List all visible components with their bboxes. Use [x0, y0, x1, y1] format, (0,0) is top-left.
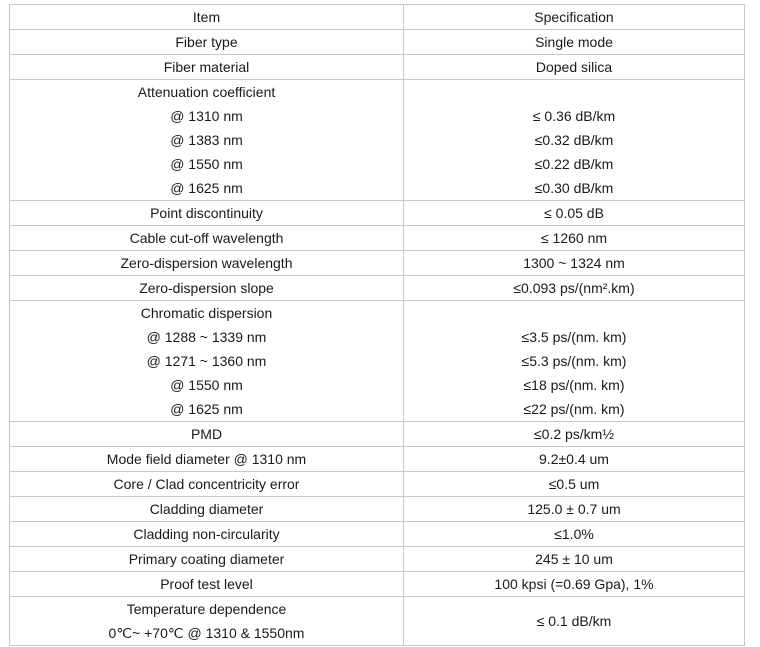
table-row: [10, 497, 745, 522]
table-row: [10, 201, 745, 226]
row-item: Cable cut-off wavelength: [10, 226, 404, 251]
table-row: [10, 276, 745, 301]
attenuation-title: Attenuation coefficient: [137, 84, 276, 100]
row-item: Proof test level: [10, 572, 404, 597]
attenuation-value-1625: ≤0.30 dB/km: [534, 180, 614, 196]
row-item: Primary coating diameter: [10, 547, 404, 572]
row-spec: Doped silica: [404, 55, 745, 80]
chromatic-value-1: ≤3.5 ps/(nm. km): [521, 329, 627, 345]
specification-table: [9, 4, 745, 646]
chromatic-sub-2: @ 1271 ~ 1360 nm: [146, 353, 267, 369]
row-spec: ≤ 1260 nm: [404, 226, 745, 251]
table-row-chromatic-dispersion: [10, 301, 745, 422]
row-item: Fiber type: [10, 30, 404, 55]
spacer: [404, 80, 744, 104]
row-item: Cladding diameter: [10, 497, 404, 522]
row-spec: ≤ 0.1 dB/km: [404, 597, 745, 646]
row-item: [10, 597, 404, 646]
row-spec: 100 kpsi (=0.69 Gpa), 1%: [404, 572, 745, 597]
row-spec: Single mode: [404, 30, 745, 55]
chromatic-value-3: ≤18 ps/(nm. km): [523, 377, 625, 393]
chromatic-title: Chromatic dispersion: [140, 305, 273, 321]
attenuation-value-1310: ≤ 0.36 dB/km: [532, 108, 616, 124]
table-row-temperature-dependence: [10, 597, 745, 646]
attenuation-sub-1310: @ 1310 nm: [170, 108, 243, 124]
row-spec: ≤0.093 ps/(nm².km): [404, 276, 745, 301]
row-item: Mode field diameter @ 1310 nm: [10, 447, 404, 472]
row-spec: ≤ 0.05 dB: [404, 201, 745, 226]
table-row: [10, 547, 745, 572]
row-item: Zero-dispersion slope: [10, 276, 404, 301]
row-item: PMD: [10, 422, 404, 447]
temperature-sub: 0℃~ +70℃ @ 1310 & 1550nm: [108, 625, 305, 641]
spacer: [404, 301, 744, 325]
table-row: [10, 251, 745, 276]
attenuation-value-1550: ≤0.22 dB/km: [534, 156, 614, 172]
chromatic-sub-1: @ 1288 ~ 1339 nm: [146, 329, 267, 345]
table-row: [10, 472, 745, 497]
table-row: [10, 522, 745, 547]
temperature-title: Temperature dependence: [126, 601, 287, 617]
row-item: Cladding non-circularity: [10, 522, 404, 547]
attenuation-sub-1383: @ 1383 nm: [170, 132, 243, 148]
chromatic-value-2: ≤5.3 ps/(nm. km): [521, 353, 627, 369]
attenuation-value-1383: ≤0.32 dB/km: [534, 132, 614, 148]
table-header-row: [10, 5, 745, 30]
table-row: [10, 422, 745, 447]
table-row: [10, 55, 745, 80]
table-row-attenuation: [10, 80, 745, 201]
row-spec: ≤1.0%: [404, 522, 745, 547]
chromatic-sub-3: @ 1550 nm: [170, 377, 243, 393]
header-item: Item: [10, 5, 404, 30]
table-row: [10, 572, 745, 597]
row-item: Fiber material: [10, 55, 404, 80]
table-row: [10, 30, 745, 55]
row-item: Point discontinuity: [10, 201, 404, 226]
row-spec: 125.0 ± 0.7 um: [404, 497, 745, 522]
row-item: Core / Clad concentricity error: [10, 472, 404, 497]
row-spec: 1300 ~ 1324 nm: [404, 251, 745, 276]
row-item: [10, 301, 404, 422]
row-spec: ≤0.5 um: [404, 472, 745, 497]
attenuation-sub-1625: @ 1625 nm: [170, 180, 243, 196]
chromatic-value-4: ≤22 ps/(nm. km): [523, 401, 625, 417]
row-item: [10, 80, 404, 201]
chromatic-sub-4: @ 1625 nm: [170, 401, 243, 417]
attenuation-sub-1550: @ 1550 nm: [170, 156, 243, 172]
row-spec: 245 ± 10 um: [404, 547, 745, 572]
row-item: Zero-dispersion wavelength: [10, 251, 404, 276]
table-row: [10, 447, 745, 472]
table-row: [10, 226, 745, 251]
row-spec: [404, 80, 745, 201]
header-specification: Specification: [404, 5, 745, 30]
row-spec: [404, 301, 745, 422]
row-spec: ≤0.2 ps/km½: [404, 422, 745, 447]
row-spec: 9.2±0.4 um: [404, 447, 745, 472]
